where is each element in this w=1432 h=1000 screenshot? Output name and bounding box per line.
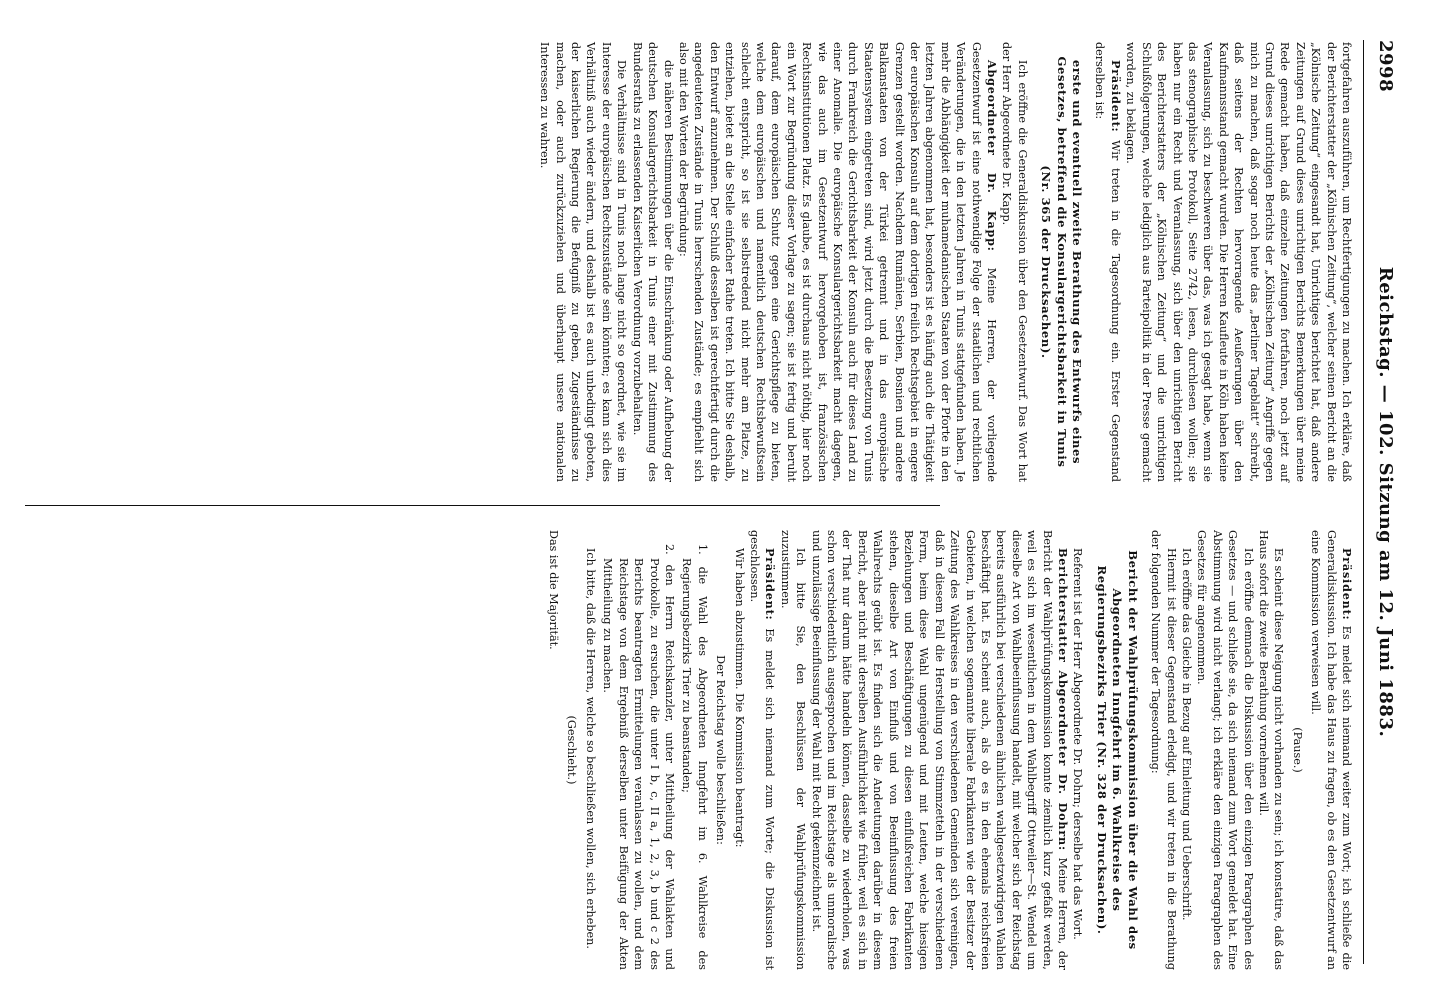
paragraph: fortgefahren auszuführen, um Rechtfertigungen zu machen. Ich erkläre, daß der Berichterstatter der „Kölnischen Zeitung“, welcher seinen Bericht an die „Kölnische Zeitung“ eingesandt hat, Unrichtiges berichtet hat, daß andere Zeitungen auf Grund dieses unrichtigen Berichts Bemerkungen über meine Rede gemacht haben, daß einzelne Zeitungen fortfahren, noch jetzt auf Grund dieses unrichtigen Berichts der „Kölnischen Zeitung“ Angriffe gegen mich zu machen, daß sogar noch heute das „Berliner Tageblatt“ schreibt, daß seitens der Rechten hervorragende Aeußerungen über den Kaufmannsstand gemacht wurden. Die Herren Kaufleute in Köln haben keine Veranlassung, sich zu beschweren über das, was ich gesagt habe, wenn sie das stenographische Protokoll, Seite 2742, lesen, durchlesen wollen; sie haben nur ein Recht und Veranlassung, sich über den unrichtigen Bericht des Berichterstatters der „Kölnischen Zeitung“ und die unrichtigen Schlußfolgerungen, welche lediglich aus Parteipolitik in der Presse gemacht worden, zu beklagen. <box>1124 42 1353 482</box>
paragraph <box>808 530 1070 970</box>
page-title: Reichstag. — 102. Sitzung am 12. Juni 1883. <box>1375 266 1396 738</box>
paragraph: Wir haben abzustimmen. Die Kommission beantragt: <box>732 548 746 848</box>
paragraph <box>747 530 778 970</box>
quoted-paragraph: die näheren Bestimmungen über die Einschränkung oder Aufhebung der deutschen Konsulargerichtsbarkeit in Tunis einer mit Zustimmung des Bundesraths zu erlassenden Kaiserlichen Verordnung vorzubehalten. <box>630 42 675 482</box>
resolution-item: 1. die Wahl des Abgeordneten Inngfehrt im 6. Wahlkreise des Regierungsbezirks Trier zu beanstanden; <box>680 544 709 970</box>
resolution-intro: Der Reichstag wolle beschließen: <box>714 655 728 845</box>
page-header <box>1368 40 1396 964</box>
page-number: 2998 <box>1375 40 1396 93</box>
paragraph: Ich eröffne die Generaldiskussion über den Gesetzentwurf. Das Wort hat der Herr Abgeordnete Dr. Kapp. <box>1000 42 1029 482</box>
speaker-name: Präsident: <box>1340 548 1354 621</box>
paragraph <box>1092 42 1123 482</box>
column-divider <box>25 505 940 506</box>
paragraph: Ich bitte, daß die Herren, welche so beschließen wollen, sich erheben. <box>583 548 597 949</box>
stage-direction: (Geschieht.) <box>565 715 579 785</box>
paragraph: Hiermit ist dieser Gegenstand erledigt, und wir treten in die Berathung der folgenden Nummer der Tagesordnung: <box>1149 530 1178 970</box>
paragraph: Die Verhältnisse sind in Tunis noch lange nicht so geordnet, wie sie im Interesse der europäischen Rechtszustände sein könnten; es kann sich dies Verhältniß auch wieder ändern, und deshalb ist es auch unbedingt geboten, der kaiserlichen Regierung die Befugniß zu geben, Zugeständnisse zu machen, oder auch zurückzuziehen und überhaupt unsere nationalen Interessen zu wahren. <box>538 42 629 482</box>
paragraph: Referent ist der Herr Abgeordnete Dr. Dohrn; derselbe hat das Wort. <box>1071 548 1085 940</box>
paragraph: Das ist die Majorität. <box>547 530 561 650</box>
speech-text: Wir treten in die Tagesordnung ein. Erster Gegenstand derselben ist: <box>1093 42 1122 482</box>
agenda-heading: Bericht der Wahlprüfungskommission über die Wahl des Abgeordneten Inngfehrt im 6. Wahlkreise des Regierungsbezirks Trier (Nr. 328 der Drucksachen). <box>1094 550 1140 950</box>
paragraph: Ich eröffne das Gleiche in Bezug auf Einleitung und Ueberschrift. <box>1179 548 1193 921</box>
speaker-name: Präsident: <box>763 548 778 621</box>
speaker-name: Berichterstatter Abgeordneter Dr. Dohrn: <box>1056 548 1071 851</box>
speaker-name: Abgeordneter Dr. Kapp: <box>985 60 1000 252</box>
paragraph: Ich bitte Sie, den Beschlüssen der Wahlprüfungskommission zuzustimmen. <box>778 530 808 970</box>
paragraph <box>676 42 1000 482</box>
stage-direction: (Pause.) <box>1290 727 1304 773</box>
right-column <box>546 530 1354 970</box>
left-column <box>537 42 1354 482</box>
speech-text: Es meldet sich niemand zum Worte; die Diskussion ist geschlossen. <box>747 530 777 970</box>
paragraph: Es scheint diese Neigung nicht vorhanden zu sein; ich konstatire, daß das Haus sofort die zweite Berathung vornehmen will. <box>1256 530 1286 970</box>
speech-text: Es meldet sich niemand weiter zum Wort; ich schließe die Generaldiskussion. Ich habe das Haus zu fragen, ob es den Gesetzentwurf an eine Kommission verweisen will. <box>1309 530 1353 970</box>
resolution-item: 2. den Herrn Reichskanzler, unter Mittheilung der Wahlakten und Protokolle, zu ersuchen, die unter I b, c, II a, 1, 2, 3, b und c 2 des Berichts beantragten Ermittelungen veranlassen zu wollen, und dem Reichstage von dem Ergebniß derselben unter Beifügung der Akten Mittheilung zu machen. <box>601 544 676 970</box>
paragraph <box>1308 530 1354 970</box>
speech-text: Meine Herren, der Bericht der Wahlprüfungskommission konnte ziemlich kurz gefaßt werden, weil es sich im wesentlichen in dem Wahlbegriff Ottweiler—St. Wendel um dieselbe Art von Wahlbeeinflussung handelt, mit welcher sich der Reichstag bereits ausführlich bei verschiedenen ähnlichen wahlgesetzwidrigen Wahlen beschäftigt hat. Es scheint auch, als ob es in den ehemals reichsfreien Gebieten, in welchen sogenannte liberale Fabrikanten wie der Besitzer der Zeitung des Wahlkreises in den verschiedenen Gemeinden sich vereinigen, daß in diesem Fall die Herstellung von Stimmzetteln in der verschiedenen Form, beim diese Wahl ungenügend und mit Leuten, welche hiesigen Beziehungen und Beschäftigungen zu diesen einflußreichen Fabrikanten stehen, dieselbe Art von Einfluß und von Beeinflussung des freien Wahlrechts geübt ist. Es finden sich die Andeutungen darüber in diesem Bericht, aber nicht mit derselben Ausführlichkeit wie früher, weil es sich in der That nur darum hätte handeln können, dasselbe zu wiederholen, was schon verschiedentlich ausgesprochen und im Reichstage als unmoralische und unzulässige Beeinflussung der Wahl mit Recht gekennzeichnet ist. <box>809 530 1070 971</box>
speech-text: Meine Herren, der vorliegende Gesetzentwurf ist eine nothwendige Folge der staatlichen und rechtlichen Veränderungen, die in den letzten Jahren in Tunis stattgefunden haben. Je mehr die Abhängigkeit der muhamedanischen Staaten von der Pforte in den letzten Jahren abgenommen hat, besonders ist es häufig auch die Thätigkeit der europäischen Konsuln auf dem dortigen freilich Rechtsgebiet in engere Grenzen gestellt worden. Nachdem Rumänien, Serbien, Bosnien und andere Balkanstaaten von der Türkei getrennt und in das europäische Staatensystem eingetreten sind, wird jetzt durch die Besetzung von Tunis durch Frankreich die Gerichtsbarkeit der Konsuln auch für dieses Land zu einer Anomalie. Die europäische Konsulargerichtsbarkeit macht dagegen, wie das auch im Gesetzentwurf hervorgehoben ist, französischen Rechtsinstitutionen Platz. Es glaube, es ist durchaus nicht nöthig, hier noch ein Wort zur Begründung dieser Vorlage zu sagen; sie ist fertig und beruht darauf, dem europäischen Schutz gegen eine Gerichtspflege zu bieten, welche dem europäischen und namentlich deutschen Rechtsbewußtsein schlecht entspricht, so ist sie selbstredend nicht mehr am Platze, zu entziehen, bietet an die Stelle einfacher Rathe treten. Ich bitte Sie deshalb, den Entwurf anzunehmen. Der Schluß desselben ist gerechtfertigt durch die angedeuteten Zustände in Tunis herrschenden Zustände; es empfiehlt sich also mit den Worten der Begründung: <box>676 42 999 482</box>
header-rule <box>1363 40 1364 964</box>
paragraph: Ich eröffne demnach die Diskussion über den einzigen Paragraphen des Gesetzes — und schließe sie, da sich niemand zum Wort gemeldet hat. Eine Abstimmung wird nicht verlangt; ich erkläre den einzigen Paragraphen des Gesetzes für angenommen. <box>1195 530 1255 970</box>
speaker-name: Präsident: <box>1108 60 1123 133</box>
agenda-heading: erste und eventuell zweite Berathung des Entwurfs eines Gesetzes, betreffend die Konsulargerichtsbarkeit in Tunis (Nr. 365 der Drucksachen). <box>1039 56 1085 468</box>
